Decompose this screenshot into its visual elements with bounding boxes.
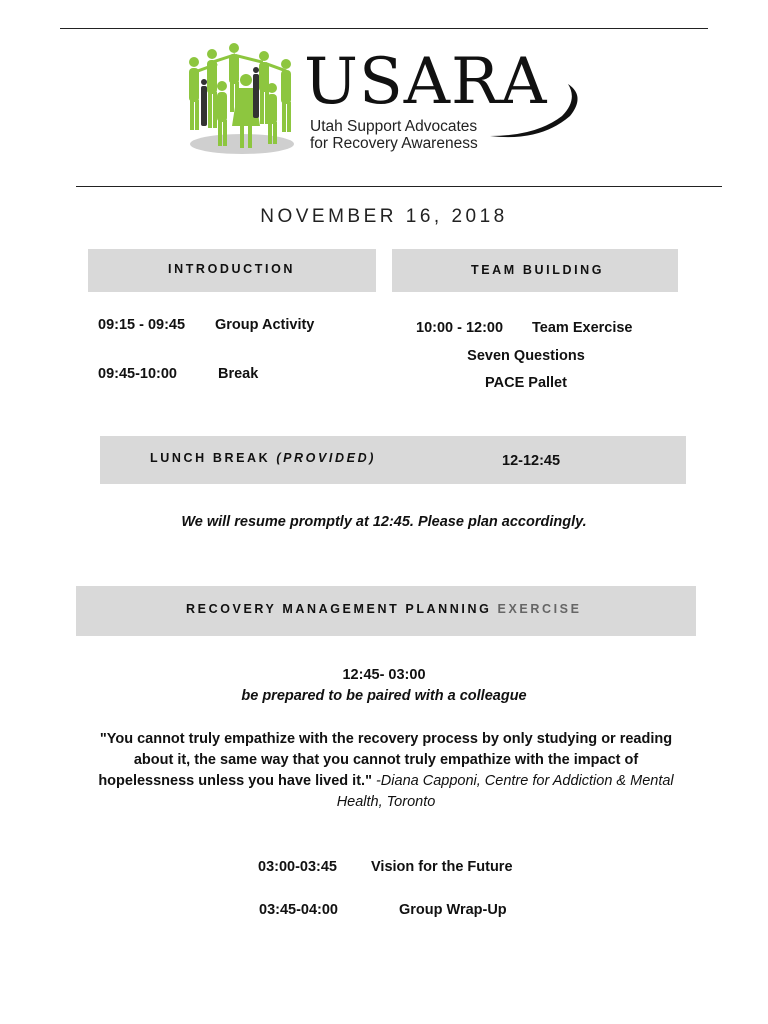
top-divider	[60, 28, 708, 29]
team-line-3: PACE Pallet	[485, 375, 567, 391]
recovery-heading	[186, 602, 582, 616]
recovery-heading-text: RECOVERY MANAGEMENT PLANNING	[186, 602, 492, 616]
recovery-heading-suffix: EXERCISE	[497, 602, 582, 616]
quote-attribution: -Diana Capponi, Centre for Addiction & Mental Health, Toronto	[336, 773, 674, 810]
logo-divider	[76, 186, 722, 187]
intro-activity-2: Break	[218, 366, 259, 382]
logo-wordmark: USARA	[304, 45, 548, 119]
logo-swoosh-icon	[470, 66, 586, 146]
empathy-quote	[84, 729, 688, 813]
lunch-label-text: LUNCH BREAK	[150, 451, 271, 465]
logo-subtitle-line1: Utah Support Advocates	[310, 118, 478, 135]
lunch-time: 12-12:45	[502, 453, 561, 469]
logo-subtitle-line2: for Recovery Awareness	[310, 135, 478, 152]
session-time-2: 03:45-04:00	[259, 902, 338, 918]
quote-text: "You cannot truly empathize with the recovery process by only studying or reading about it, the same way that you cannot truly empathize with the impact of hopelessness unless you have lived it."	[98, 731, 673, 789]
team-activity: Team Exercise	[532, 320, 633, 336]
intro-time-2: 09:45-10:00	[98, 366, 177, 382]
intro-time-1: 09:15 - 09:45	[98, 317, 186, 333]
session-time-1: 03:00-03:45	[258, 859, 337, 875]
lunch-label-note: (PROVIDED)	[276, 451, 376, 465]
event-date: NOVEMBER 16, 2018	[260, 206, 508, 227]
people-circle-icon	[182, 40, 302, 158]
intro-activity-1: Group Activity	[215, 317, 315, 333]
resume-note: We will resume promptly at 12:45. Please plan accordingly.	[181, 514, 587, 530]
team-building-heading: TEAM BUILDING	[471, 263, 605, 277]
session-activity-2: Group Wrap-Up	[399, 902, 507, 918]
team-time: 10:00 - 12:00	[416, 320, 504, 336]
session-activity-1: Vision for the Future	[371, 859, 513, 875]
lunch-break-label	[150, 451, 376, 465]
team-line-2: Seven Questions	[467, 348, 585, 364]
introduction-heading: INTRODUCTION	[168, 262, 296, 276]
recovery-note: be prepared to be paired with a colleague	[241, 688, 527, 704]
recovery-time: 12:45- 03:00	[342, 667, 426, 683]
